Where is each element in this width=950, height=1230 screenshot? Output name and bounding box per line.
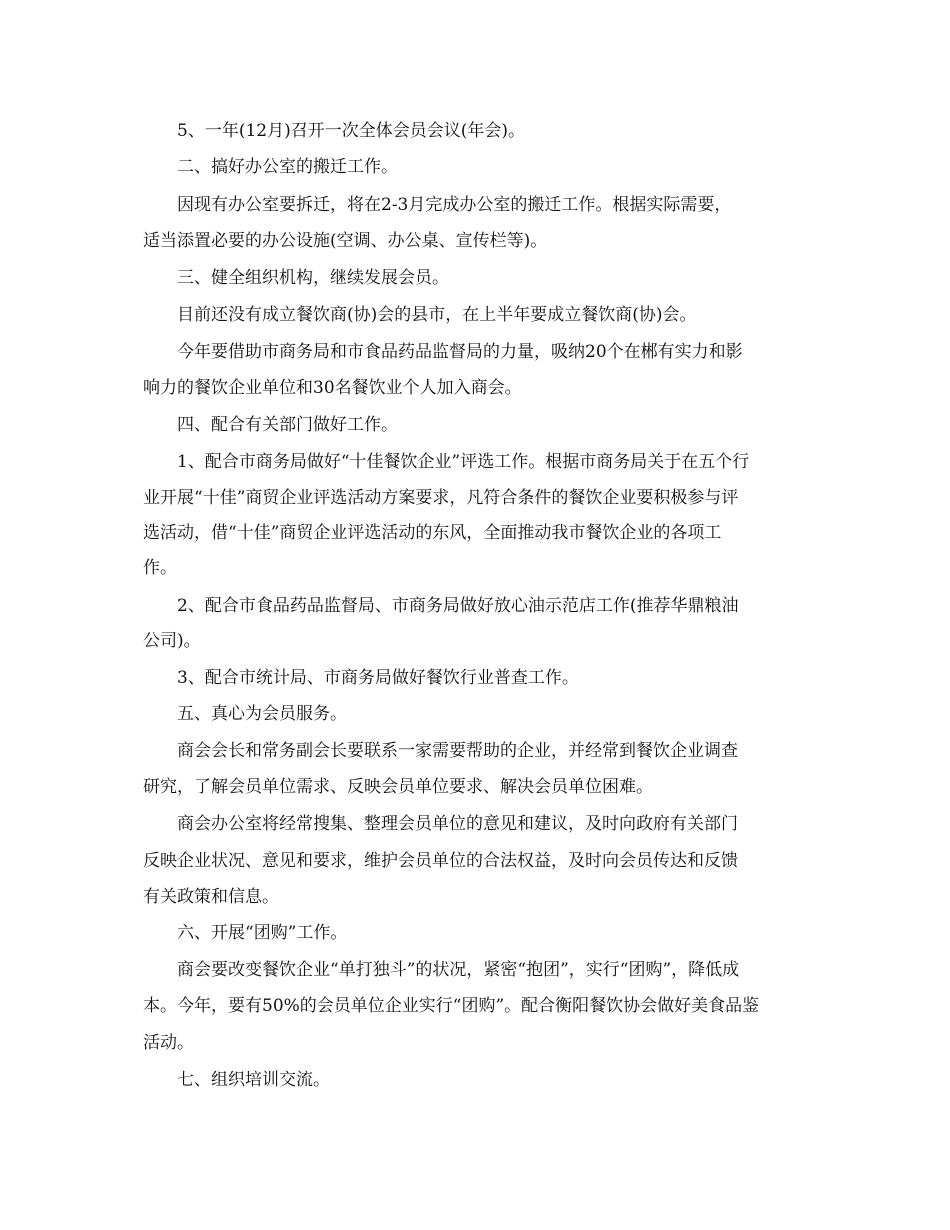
paragraph-line: 响力的餐饮企业单位和30名餐饮业个人加入商会。: [143, 378, 522, 398]
paragraph-line: 本。今年，要有50%的会员单位企业实行“团购”。配合衡阳餐饮协会做好美食品鉴: [143, 996, 760, 1016]
section-heading: 二、搞好办公室的搬迁工作。: [177, 157, 398, 177]
paragraph-line: 作。: [143, 558, 177, 578]
paragraph-line: 商会要改变餐饮企业“单打独斗”的状况，紧密“抱团”，实行“团购”，降低成: [177, 960, 740, 980]
paragraph-line: 适当添置必要的办公设施(空调、办公桌、宣传栏等)。: [143, 231, 548, 251]
paragraph-line: 活动。: [143, 1033, 194, 1053]
paragraph-line: 商会办公室将经常搜集、整理会员单位的意见和建议，及时向政府有关部门: [177, 814, 738, 834]
paragraph-line: 3、配合市统计局、市商务局做好餐饮行业普查工作。: [177, 668, 579, 688]
paragraph-line: 业开展“十佳”商贸企业评选活动方案要求，凡符合条件的餐饮企业要积极参与评: [143, 488, 739, 508]
paragraph-line: 因现有办公室要拆迁，将在2-3月完成办公室的搬迁工作。根据实际需要，: [177, 195, 732, 215]
paragraph-line: 今年要借助市商务局和市食品药品监督局的力量，吸纳20个在郴有实力和影: [177, 342, 743, 362]
section-heading: 五、真心为会员服务。: [177, 704, 347, 724]
paragraph-line: 公司)。: [143, 631, 201, 651]
paragraph-line: 1、配合市商务局做好“十佳餐饮企业”评选工作。根据市商务局关于在五个行: [177, 452, 750, 472]
section-heading: 四、配合有关部门做好工作。: [177, 415, 398, 435]
section-heading: 三、健全组织机构，继续发展会员。: [177, 268, 449, 288]
paragraph-line: 目前还没有成立餐饮商(协)会的县市，在上半年要成立餐饮商(协)会。: [177, 305, 697, 325]
paragraph-line: 选活动，借“十佳”商贸企业评选活动的东风，全面推动我市餐饮企业的各项工: [143, 523, 722, 543]
paragraph-line: 2、配合市食品药品监督局、市商务局做好放心油示范店工作(推荐华鼎粮油: [177, 596, 739, 616]
section-heading: 六、开展“团购”工作。: [177, 923, 348, 943]
paragraph-line: 有关政策和信息。: [143, 887, 279, 907]
paragraph-line: 商会会长和常务副会长要联系一家需要帮助的企业，并经常到餐饮企业调查: [177, 741, 738, 761]
paragraph-line: 反映企业状况、意见和要求，维护会员单位的合法权益，及时向会员传达和反馈: [143, 851, 738, 871]
paragraph-line: 5、一年(12月)召开一次全体会员会议(年会)。: [177, 121, 525, 141]
paragraph-line: 研究，了解会员单位需求、反映会员单位要求、解决会员单位困难。: [143, 777, 653, 797]
section-heading: 七、组织培训交流。: [177, 1070, 330, 1090]
